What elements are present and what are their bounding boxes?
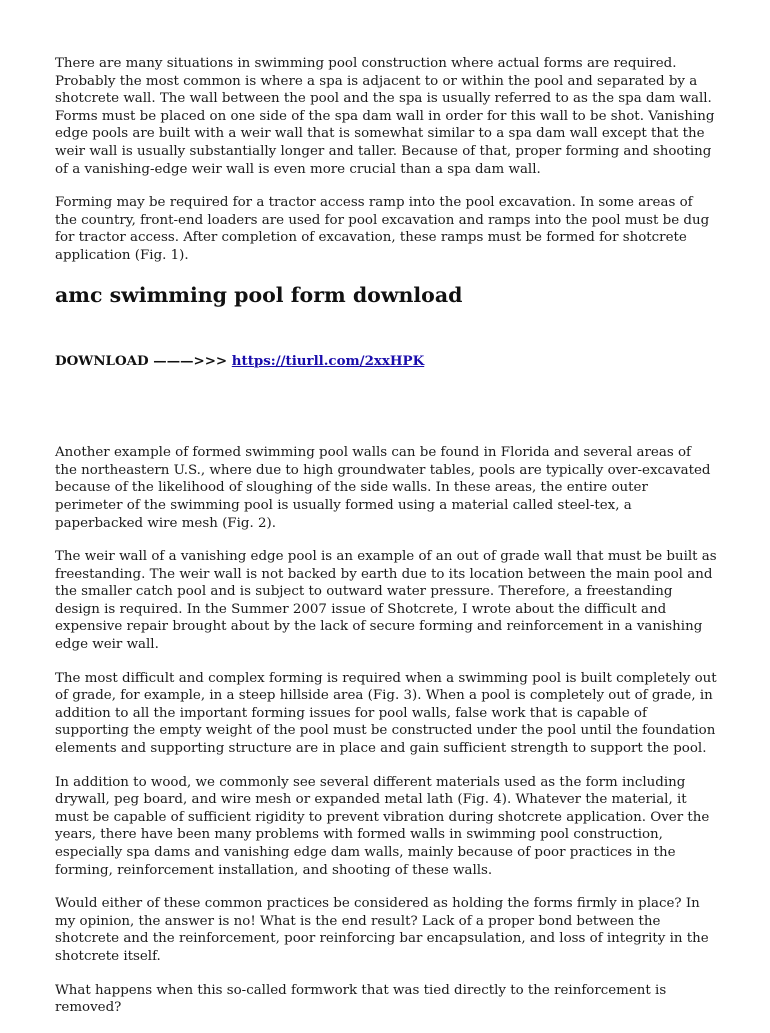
paragraph-2: Forming may be required for a tractor access ramp into the pool excavation. In some areas of the country, front-end loaders are used for pool excavation and ramps into the pool must be dug for tractor access. After completion of excavation, these ramps must be formed for shotcrete application (Fig. 1). xyxy=(55,195,710,263)
download-line xyxy=(55,353,717,371)
document-page xyxy=(55,55,717,1033)
paragraph-7: Would either of these common practices be considered as holding the forms firmly in place? In my opinion, the answer is no! What is the end result? Lack of a proper bond between the shotcrete and the reinforcement, poor reinforcing bar encapsulation, and loss of integrity in the shotcrete itself. xyxy=(55,896,709,964)
download-link[interactable]: https://tiurll.com/2xxHPK xyxy=(231,352,425,369)
download-label: DOWNLOAD ———>>> xyxy=(55,352,232,369)
paragraph-5: The most difficult and complex forming is required when a swimming pool is built completely out of grade, for example, in a steep hillside area (Fig. 3). When a pool is completely out of grade, in addition to all the important forming issues for pool walls, false work that is capable of supporting the empty weight of the pool must be constructed under the pool until the foundation elements and supporting structure are in place and gain sufficient strength to support the pool. xyxy=(55,670,717,757)
paragraph-4: The weir wall of a vanishing edge pool is an example of an out of grade wall that must be built as freestanding. The weir wall is not backed by earth due to its location between the main pool and the smaller catch pool and is subject to outward water pressure. Therefore, a freestanding design is required. In the Summer 2007 issue of Shotcrete, I wrote about the difficult and expensive repair brought about by the lack of secure forming and reinforcement in a vanishing edge weir wall. xyxy=(55,549,717,653)
paragraph-8: What happens when this so-called formwork that was tied directly to the reinforcement is removed? xyxy=(55,982,667,1016)
paragraph-1: There are many situations in swimming pool construction where actual forms are required. Probably the most common is where a spa is adjacent to or within the pool and separated by a shotcrete wall. The wall between the pool and the spa is usually referred to as the spa dam wall. Forms must be placed on one side of the spa dam wall in order for this wall to be shot. Vanishing edge pools are built with a weir wall that is somewhat similar to a spa dam wall except that the weir wall is usually substantially longer and taller. Because of that, proper forming and shooting of a vanishing-edge weir wall is even more crucial than a spa dam wall. xyxy=(55,56,715,177)
paragraph-3: Another example of formed swimming pool walls can be found in Florida and several areas of the northeastern U.S., where due to high groundwater tables, pools are typically over-excavated because of the likelihood of sloughing of the side walls. In these areas, the entire outer perimeter of the swimming pool is usually formed using a material called steel-tex, a paperbacked wire mesh (Fig. 2). xyxy=(55,445,711,531)
article-heading: amc swimming pool form download xyxy=(55,282,463,307)
paragraph-6: In addition to wood, we commonly see several different materials used as the form including drywall, peg board, and wire mesh or expanded metal lath (Fig. 4). Whatever the material, it must be capable of sufficient rigidity to prevent vibration during shotcrete application. Over the years, there have been many problems with formed walls in swimming pool construction, especially spa dams and vanishing edge dam walls, mainly because of poor practices in the forming, reinforcement installation, and shooting of these walls. xyxy=(55,774,710,878)
